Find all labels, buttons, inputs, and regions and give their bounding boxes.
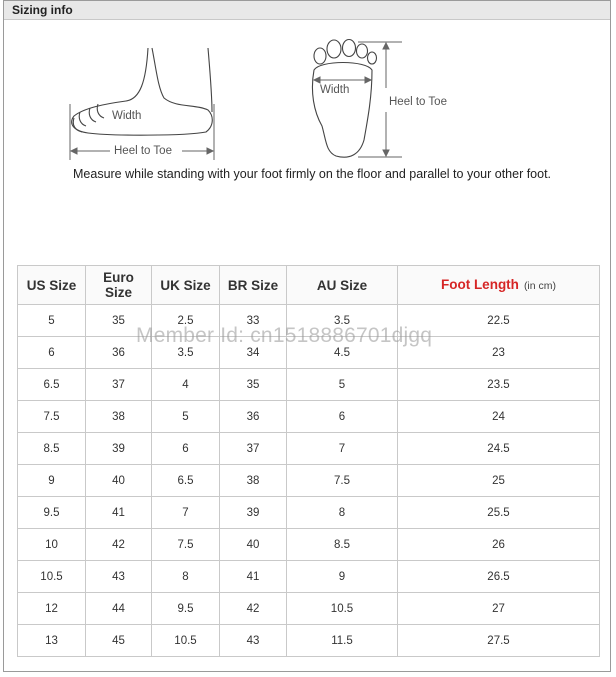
table-row: [18, 625, 600, 657]
cell-euro: 35: [86, 305, 152, 337]
table-row: [18, 465, 600, 497]
cell-uk: 5: [152, 401, 220, 433]
member-id-watermark: Member Id: cn1518886701djgq: [136, 324, 433, 347]
cell-br: 36: [220, 401, 287, 433]
cell-br: 33: [220, 305, 287, 337]
cell-au: 11.5: [287, 625, 398, 657]
header-br-size: BR Size: [220, 266, 287, 305]
cell-au: 10.5: [287, 593, 398, 625]
cell-us: 9.5: [18, 497, 86, 529]
table-row: [18, 401, 600, 433]
cell-au: 9: [287, 561, 398, 593]
cell-foot-length: 26.5: [398, 561, 600, 593]
measure-instruction: Measure while standing with your foot firmly on the floor and parallel to your other foot.: [73, 167, 552, 181]
cell-au: 7.5: [287, 465, 398, 497]
cell-br: 34: [220, 337, 287, 369]
cell-uk: 4: [152, 369, 220, 401]
side-width-label: Width: [112, 110, 142, 122]
cell-foot-length: 26: [398, 529, 600, 561]
table-header-row: [18, 266, 600, 305]
cell-us: 9: [18, 465, 86, 497]
cell-us: 12: [18, 593, 86, 625]
cell-euro: 42: [86, 529, 152, 561]
cell-euro: 37: [86, 369, 152, 401]
cell-euro: 39: [86, 433, 152, 465]
cell-foot-length: 23: [398, 337, 600, 369]
cell-euro: 41: [86, 497, 152, 529]
cell-au: 5: [287, 369, 398, 401]
cell-uk: 3.5: [152, 337, 220, 369]
cell-br: 35: [220, 369, 287, 401]
cell-foot-length: 25.5: [398, 497, 600, 529]
cell-au: 3.5: [287, 305, 398, 337]
cell-uk: 8: [152, 561, 220, 593]
cell-uk: 10.5: [152, 625, 220, 657]
cell-br: 43: [220, 625, 287, 657]
cell-uk: 9.5: [152, 593, 220, 625]
top-view-foot-icon: [312, 40, 376, 158]
cell-au: 8: [287, 497, 398, 529]
cell-br: 40: [220, 529, 287, 561]
cell-foot-length: 22.5: [398, 305, 600, 337]
cell-us: 10: [18, 529, 86, 561]
cell-euro: 38: [86, 401, 152, 433]
cell-au: 7: [287, 433, 398, 465]
cell-us: 13: [18, 625, 86, 657]
cell-br: 39: [220, 497, 287, 529]
side-length-label: Heel to Toe: [114, 145, 172, 157]
cell-au: 6: [287, 401, 398, 433]
cell-us: 7.5: [18, 401, 86, 433]
cell-br: 37: [220, 433, 287, 465]
cell-euro: 43: [86, 561, 152, 593]
cell-br: 42: [220, 593, 287, 625]
table-row: [18, 593, 600, 625]
cell-au: 4.5: [287, 337, 398, 369]
section-title: Sizing info: [12, 3, 73, 17]
header-foot-length: Foot Length (in cm): [398, 266, 600, 305]
cell-euro: 36: [86, 337, 152, 369]
cell-us: 6.5: [18, 369, 86, 401]
table-row: [18, 497, 600, 529]
cell-us: 10.5: [18, 561, 86, 593]
cell-foot-length: 27.5: [398, 625, 600, 657]
cell-uk: 7.5: [152, 529, 220, 561]
table-row: [18, 433, 600, 465]
header-us-size: US Size: [18, 266, 86, 305]
top-width-label: Width: [320, 84, 350, 96]
cell-foot-length: 27: [398, 593, 600, 625]
header-uk-size: UK Size: [152, 266, 220, 305]
cell-euro: 40: [86, 465, 152, 497]
cell-euro: 45: [86, 625, 152, 657]
cell-au: 8.5: [287, 529, 398, 561]
cell-uk: 2.5: [152, 305, 220, 337]
cell-foot-length: 24.5: [398, 433, 600, 465]
table-row: [18, 529, 600, 561]
cell-uk: 7: [152, 497, 220, 529]
cell-foot-length: 23.5: [398, 369, 600, 401]
cell-us: 6: [18, 337, 86, 369]
cell-euro: 44: [86, 593, 152, 625]
header-au-size: AU Size: [287, 266, 398, 305]
side-view-foot-icon: [72, 48, 213, 135]
cell-us: 8.5: [18, 433, 86, 465]
top-width-arrow: [314, 77, 371, 83]
table-row: [18, 561, 600, 593]
header-euro-size: Euro Size: [86, 266, 152, 305]
cell-us: 5: [18, 305, 86, 337]
top-length-label: Heel to Toe: [389, 96, 447, 108]
cell-uk: 6.5: [152, 465, 220, 497]
cell-foot-length: 25: [398, 465, 600, 497]
cell-br: 38: [220, 465, 287, 497]
cell-foot-length: 24: [398, 401, 600, 433]
cell-br: 41: [220, 561, 287, 593]
table-row: [18, 369, 600, 401]
cell-uk: 6: [152, 433, 220, 465]
